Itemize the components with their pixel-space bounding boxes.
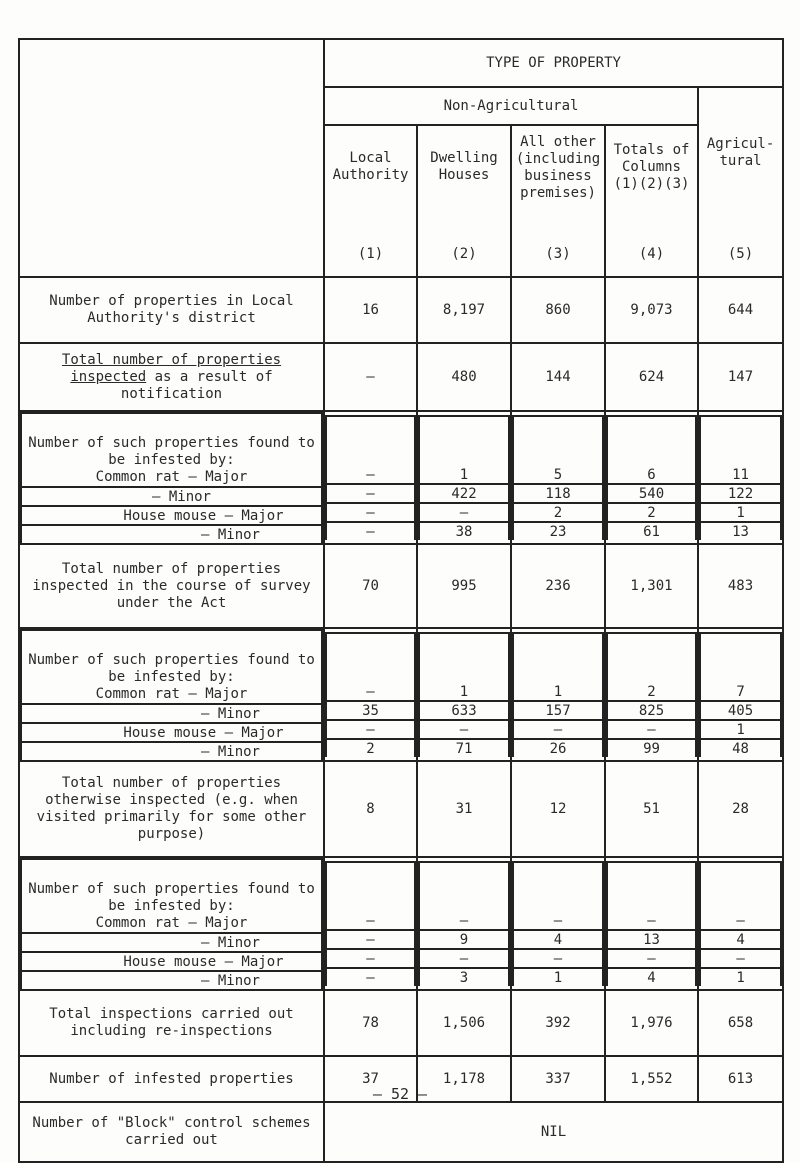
sub-label: – Minor [21, 971, 322, 989]
cell: 2 [326, 739, 415, 757]
cell: 422 [419, 484, 509, 503]
column-heading-totals [605, 125, 698, 277]
cell: 144 [511, 343, 605, 411]
cell: 37 [324, 1056, 417, 1102]
page-number: – 52 – [372, 1085, 428, 1103]
cell: – [513, 949, 603, 968]
label-part: as a result of notification [120, 368, 273, 402]
cell: 337 [511, 1056, 605, 1102]
cell: – [326, 503, 415, 522]
cell: 658 [698, 990, 783, 1056]
cell: – [419, 862, 509, 930]
infested-block [19, 628, 783, 761]
cell: 624 [605, 343, 698, 411]
cell: 157 [513, 701, 603, 720]
table-row [19, 343, 783, 411]
cell: 5 [513, 416, 603, 484]
column-number: (3) [545, 246, 571, 262]
non-agricultural-heading: Non-Agricultural [324, 87, 698, 125]
cell: 7 [700, 633, 781, 701]
column-heading-dwelling-houses [417, 125, 511, 277]
label-part: Total number of properties [61, 351, 282, 368]
table-row [19, 990, 783, 1056]
row-label: Number of "Block" control schemes carried out [19, 1102, 324, 1162]
infested-intro: Number of such properties found to be infested by: Common rat – Major [21, 630, 322, 704]
label-part: inspected [70, 368, 147, 385]
sub-label: House mouse – Major [21, 506, 322, 525]
cell: – [700, 862, 781, 930]
infested-labels [19, 411, 324, 544]
cell: 480 [417, 343, 511, 411]
row-label [19, 343, 324, 411]
row-label: Number of properties in Local Authority's district [19, 277, 324, 343]
cell: 1 [419, 416, 509, 484]
cell: 633 [419, 701, 509, 720]
sub-label: House mouse – Major [21, 723, 322, 742]
sub-label: – Minor [21, 742, 322, 760]
cell: 8 [324, 761, 417, 857]
sub-label: – Minor [21, 525, 322, 543]
cell: 31 [417, 761, 511, 857]
cell: – [326, 633, 415, 701]
cell: 3 [419, 968, 509, 986]
cell: 118 [513, 484, 603, 503]
sub-label: – Minor [21, 933, 322, 952]
cell: 1 [513, 633, 603, 701]
row-label: Total number of properties inspected in the course of survey under the Act [19, 544, 324, 628]
cell: 13 [700, 522, 781, 540]
cell: 122 [700, 484, 781, 503]
cell: 2 [513, 503, 603, 522]
cell: 236 [511, 544, 605, 628]
cell: 11 [700, 416, 781, 484]
cell: – [326, 416, 415, 484]
row-label: Total inspections carried out including re-inspections [19, 990, 324, 1056]
cell: 825 [607, 701, 696, 720]
table-row [19, 1102, 783, 1162]
cell: 48 [700, 739, 781, 757]
rodent-control-table [18, 38, 784, 1163]
cell: 483 [698, 544, 783, 628]
infested-labels [19, 857, 324, 990]
cell: – [700, 949, 781, 968]
cell: – [513, 862, 603, 930]
corner-cell [19, 39, 324, 277]
cell: – [326, 862, 415, 930]
cell: – [326, 522, 415, 540]
column-number: (1) [357, 246, 384, 262]
cell: 540 [607, 484, 696, 503]
cell: 9,073 [605, 277, 698, 343]
cell: 23 [513, 522, 603, 540]
column-heading-all-other [511, 125, 605, 277]
cell: 6 [607, 416, 696, 484]
column-name: Dwelling Houses [430, 150, 498, 183]
cell: – [326, 949, 415, 968]
cell: 12 [511, 761, 605, 857]
cell: – [326, 484, 415, 503]
cell: – [607, 720, 696, 739]
cell: – [513, 720, 603, 739]
cell: 392 [511, 990, 605, 1056]
cell: – [324, 343, 417, 411]
column-name: All other (including business premises) [515, 134, 601, 201]
row-label: Number of infested properties [19, 1056, 324, 1102]
cell: 61 [607, 522, 696, 540]
cell: 9 [419, 930, 509, 949]
cell: 35 [326, 701, 415, 720]
column-name: Local Authority [332, 150, 409, 183]
cell: 1,178 [417, 1056, 511, 1102]
table-row [19, 277, 783, 343]
cell: – [326, 930, 415, 949]
cell: 8,197 [417, 277, 511, 343]
cell: 70 [324, 544, 417, 628]
infested-intro: Number of such properties found to be infested by: Common rat – Major [21, 413, 322, 487]
cell: – [419, 949, 509, 968]
column-name: Agricul- tural [706, 136, 775, 169]
cell: 1,976 [605, 990, 698, 1056]
cell: 4 [700, 930, 781, 949]
column-number: (4) [638, 246, 665, 262]
cell: 71 [419, 739, 509, 757]
column-heading-agricultural [698, 87, 783, 277]
infested-intro: Number of such properties found to be infested by: Common rat – Major [21, 859, 322, 933]
column-heading-local-authority [324, 125, 417, 277]
nil-cell: NIL [324, 1102, 783, 1162]
infested-labels [19, 628, 324, 761]
cell: 613 [698, 1056, 783, 1102]
sub-label: House mouse – Major [21, 952, 322, 971]
cell: 644 [698, 277, 783, 343]
cell: 1,301 [605, 544, 698, 628]
cell: 16 [324, 277, 417, 343]
cell: 78 [324, 990, 417, 1056]
cell: 860 [511, 277, 605, 343]
infested-block [19, 411, 783, 544]
infested-block [19, 857, 783, 990]
cell: 13 [607, 930, 696, 949]
cell: – [326, 720, 415, 739]
cell: 2 [607, 633, 696, 701]
cell: 147 [698, 343, 783, 411]
cell: – [326, 968, 415, 986]
column-number: (5) [727, 246, 754, 262]
cell: 1 [700, 968, 781, 986]
cell: 1 [700, 503, 781, 522]
cell: 4 [607, 968, 696, 986]
sub-label: – Minor [21, 487, 322, 506]
cell: 38 [419, 522, 509, 540]
cell: 1,552 [605, 1056, 698, 1102]
row-label: Total number of properties otherwise inspected (e.g. when visited primarily for some other purpose) [19, 761, 324, 857]
type-of-property-heading: TYPE OF PROPERTY [324, 39, 783, 87]
cell: 26 [513, 739, 603, 757]
cell: 1 [700, 720, 781, 739]
cell: 51 [605, 761, 698, 857]
cell: 28 [698, 761, 783, 857]
cell: 1 [513, 968, 603, 986]
cell: 2 [607, 503, 696, 522]
cell: – [607, 949, 696, 968]
cell: 1,506 [417, 990, 511, 1056]
cell: 995 [417, 544, 511, 628]
cell: 99 [607, 739, 696, 757]
table-row [19, 544, 783, 628]
cell: – [419, 720, 509, 739]
cell: – [419, 503, 509, 522]
column-name: Totals of Columns (1)(2)(3) [613, 142, 690, 192]
sub-label: – Minor [21, 704, 322, 723]
cell: 1 [419, 633, 509, 701]
cell: – [607, 862, 696, 930]
cell: 4 [513, 930, 603, 949]
cell: 405 [700, 701, 781, 720]
column-number: (2) [451, 246, 477, 262]
table-row [19, 761, 783, 857]
